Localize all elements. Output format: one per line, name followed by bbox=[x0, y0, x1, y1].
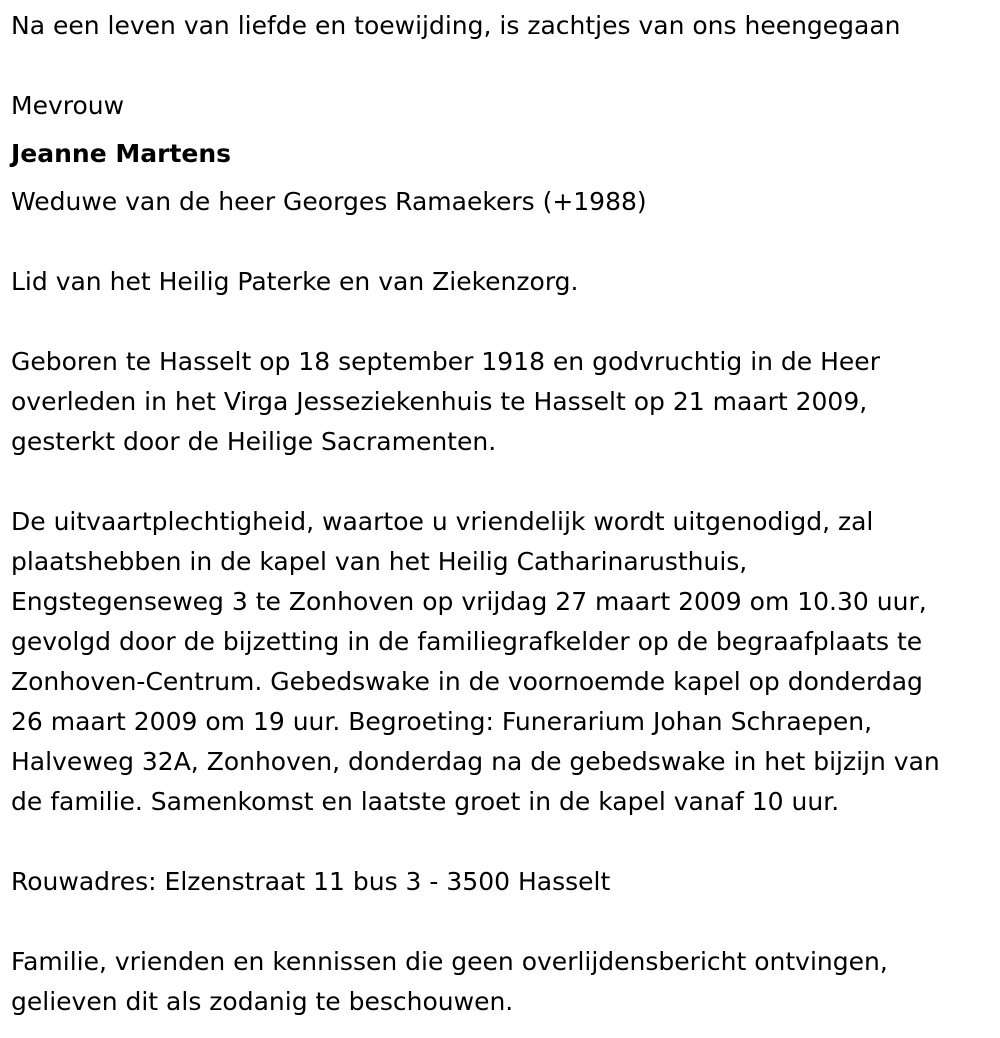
widow-line: Weduwe van de heer Georges Ramaekers (+1988) bbox=[11, 187, 647, 216]
deceased-title: Mevrouw bbox=[11, 91, 125, 120]
funeral-line: plaatshebben in de kapel van het Heilig Catharinarusthuis, bbox=[11, 547, 748, 576]
funeral-line: de familie. Samenkomst en laatste groet in de kapel vanaf 10 uur. bbox=[11, 787, 840, 816]
closing-paragraph bbox=[11, 942, 996, 1022]
funeral-line: Engstegenseweg 3 te Zonhoven op vrijdag 27 maart 2009 om 10.30 uur, bbox=[11, 587, 927, 616]
funeral-line: gevolgd door de bijzetting in de familiegrafkelder op de begraafplaats te bbox=[11, 627, 923, 656]
closing-line: Familie, vrienden en kennissen die geen overlijdensbericht ontvingen, bbox=[11, 947, 888, 976]
intro-text: Na een leven van liefde en toewijding, is zachtjes van ons heengegaan bbox=[11, 11, 901, 40]
funeral-line: 26 maart 2009 om 19 uur. Begroeting: Funerarium Johan Schraepen, bbox=[11, 707, 873, 736]
deceased-name: Jeanne Martens bbox=[11, 139, 232, 168]
funeral-line: Halveweg 32A, Zonhoven, donderdag na de gebedswake in het bijzijn van bbox=[11, 747, 940, 776]
closing-line: gelieven dit als zodanig te beschouwen. bbox=[11, 987, 514, 1016]
birth-death-line: gesterkt door de Heilige Sacramenten. bbox=[11, 427, 497, 456]
membership-text: Lid van het Heilig Paterke en van Ziekenzorg. bbox=[11, 267, 579, 296]
birth-death-line: Geboren te Hasselt op 18 september 1918 en godvruchtig in de Heer bbox=[11, 347, 880, 376]
mourning-address: Rouwadres: Elzenstraat 11 bus 3 - 3500 Hasselt bbox=[11, 867, 611, 896]
birth-death-paragraph bbox=[11, 342, 996, 462]
funeral-paragraph bbox=[11, 502, 996, 822]
birth-death-line: overleden in het Virga Jesseziekenhuis te Hasselt op 21 maart 2009, bbox=[11, 387, 868, 416]
funeral-line: De uitvaartplechtigheid, waartoe u vriendelijk wordt uitgenodigd, zal bbox=[11, 507, 874, 536]
death-notice bbox=[11, 6, 996, 1022]
funeral-line: Zonhoven-Centrum. Gebedswake in de voornoemde kapel op donderdag bbox=[11, 667, 923, 696]
